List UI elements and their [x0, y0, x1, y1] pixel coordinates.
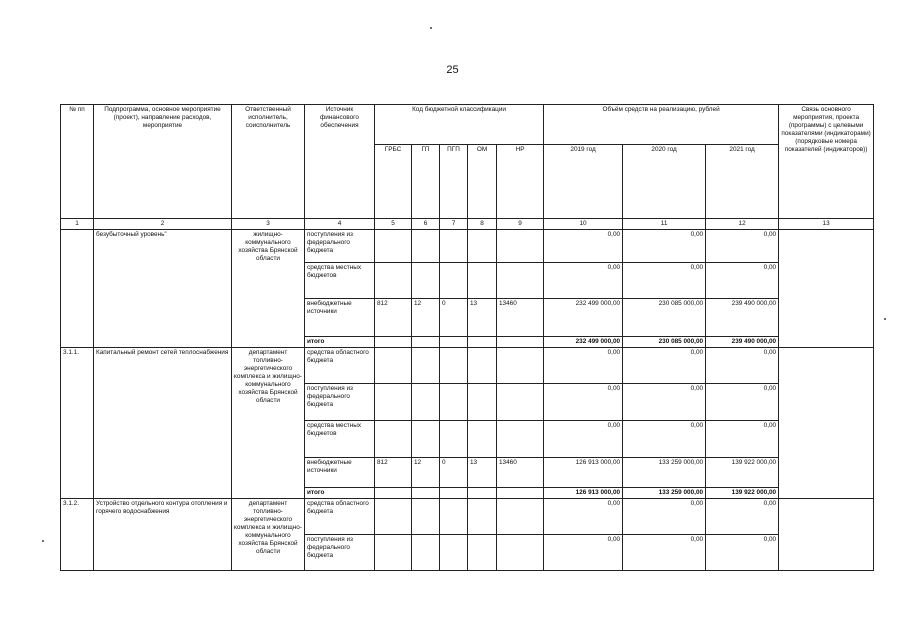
value-2021: 139 922 000,00 — [706, 458, 779, 488]
code-pgp: 0 — [440, 299, 468, 337]
header-2020: 2020 год — [623, 145, 706, 219]
header-grbs: ГРБС — [375, 145, 412, 219]
value-2020: 0,00 — [623, 384, 706, 421]
row-source: поступления из федерального бюджета — [305, 535, 375, 571]
column-number: 13 — [779, 219, 874, 230]
column-number: 7 — [440, 219, 468, 230]
code-nr: 13460 — [497, 458, 544, 488]
header-program: Подпрограмма, основное мероприятие (проект), направление расходов, мероприятие — [94, 105, 232, 219]
column-numbers-row — [61, 219, 874, 230]
header-row — [61, 105, 874, 145]
value-2019: 0,00 — [544, 230, 623, 263]
value-2020: 133 259 000,00 — [623, 458, 706, 488]
total-2020: 133 259 000,00 — [623, 488, 706, 499]
row-number: 3.1.2. — [61, 499, 94, 571]
column-number: 11 — [623, 219, 706, 230]
row-number: 3.1.1. — [61, 348, 94, 499]
value-2020: 0,00 — [623, 230, 706, 263]
page-number: 25 — [446, 64, 459, 76]
value-2021: 0,00 — [706, 384, 779, 421]
column-number: 12 — [706, 219, 779, 230]
row-source: поступления из федерального бюджета — [305, 230, 375, 263]
row-executor: департамент топливно-энергетического комплекса и жилищно-коммунального хозяйства Брянской области — [232, 348, 305, 499]
header-pgp: ПГП — [440, 145, 468, 219]
row-source: средства областного бюджета — [305, 348, 375, 384]
code-grbs: 812 — [375, 299, 412, 337]
scan-speck — [884, 318, 886, 320]
header-number: № пп — [61, 105, 94, 219]
header-budget-code: Код бюджетной классификации — [375, 105, 544, 145]
row-source: средства местных бюджетов — [305, 421, 375, 458]
column-number: 1 — [61, 219, 94, 230]
header-gp: ГП — [412, 145, 440, 219]
row-source: внебюджетные источники — [305, 458, 375, 488]
table-row — [61, 499, 874, 535]
code-gp: 12 — [412, 458, 440, 488]
row-indicators — [779, 348, 874, 499]
header-executor: Ответственный исполнитель, соисполнитель — [232, 105, 305, 219]
value-2020: 0,00 — [623, 421, 706, 458]
header-source: Источник финансового обеспечения — [305, 105, 375, 219]
column-number: 3 — [232, 219, 305, 230]
code-nr: 13460 — [497, 299, 544, 337]
header-om: ОМ — [468, 145, 497, 219]
row-measure-name: Капитальный ремонт сетей теплоснабжения — [94, 348, 232, 499]
scan-speck — [42, 540, 44, 542]
value-2021: 0,00 — [706, 535, 779, 571]
value-2021: 0,00 — [706, 348, 779, 384]
column-number: 10 — [544, 219, 623, 230]
header-2019: 2019 год — [544, 145, 623, 219]
column-number: 6 — [412, 219, 440, 230]
value-2019: 0,00 — [544, 499, 623, 535]
value-2020: 0,00 — [623, 535, 706, 571]
table-row — [61, 348, 874, 384]
value-2021: 0,00 — [706, 499, 779, 535]
row-source: средства областного бюджета — [305, 499, 375, 535]
total-2020: 230 085 000,00 — [623, 337, 706, 348]
code-grbs: 812 — [375, 458, 412, 488]
code-om: 13 — [468, 458, 497, 488]
row-executor: жилищно-коммунального хозяйства Брянской области — [232, 230, 305, 348]
column-number: 8 — [468, 219, 497, 230]
row-source: средства местных бюджетов — [305, 263, 375, 299]
row-source: внебюджетные источники — [305, 299, 375, 337]
total-label: итого — [305, 337, 375, 348]
code-om: 13 — [468, 299, 497, 337]
column-number: 4 — [305, 219, 375, 230]
value-2021: 0,00 — [706, 421, 779, 458]
code-gp: 12 — [412, 299, 440, 337]
row-indicators — [779, 230, 874, 348]
column-number: 9 — [497, 219, 544, 230]
value-2019: 126 913 000,00 — [544, 458, 623, 488]
row-executor: департамент топливно-энергетического комплекса и жилищно-коммунального хозяйства Брянской области — [232, 499, 305, 571]
header-nr: НР — [497, 145, 544, 219]
total-2021: 139 922 000,00 — [706, 488, 779, 499]
header-indicators: Связь основного мероприятия, проекта (программы) с целевыми показателями (индикаторами) (порядковые номера показателей (индикаторов)) — [779, 105, 874, 219]
row-indicators — [779, 499, 874, 571]
column-number: 5 — [375, 219, 412, 230]
value-2019: 0,00 — [544, 421, 623, 458]
column-number: 2 — [94, 219, 232, 230]
value-2021: 0,00 — [706, 230, 779, 263]
value-2019: 0,00 — [544, 348, 623, 384]
row-measure-name: безубыточный уровень" — [94, 230, 232, 348]
budget-table — [60, 104, 874, 571]
value-2020: 0,00 — [623, 263, 706, 299]
code-pgp: 0 — [440, 458, 468, 488]
total-label: итого — [305, 488, 375, 499]
row-number — [61, 230, 94, 348]
header-2021: 2021 год — [706, 145, 779, 219]
value-2021: 239 490 000,00 — [706, 299, 779, 337]
value-2020: 0,00 — [623, 499, 706, 535]
total-2019: 232 499 000,00 — [544, 337, 623, 348]
total-2019: 126 913 000,00 — [544, 488, 623, 499]
total-2021: 239 490 000,00 — [706, 337, 779, 348]
value-2020: 0,00 — [623, 348, 706, 384]
value-2019: 0,00 — [544, 384, 623, 421]
scan-speck — [430, 27, 432, 29]
value-2020: 230 085 000,00 — [623, 299, 706, 337]
value-2019: 232 499 000,00 — [544, 299, 623, 337]
value-2019: 0,00 — [544, 535, 623, 571]
value-2019: 0,00 — [544, 263, 623, 299]
header-amounts: Объём средств на реализацию, рублей — [544, 105, 779, 145]
table-row — [61, 230, 874, 263]
value-2021: 0,00 — [706, 263, 779, 299]
row-measure-name: Устройство отдельного контура отопления и горячего водоснабжения — [94, 499, 232, 571]
row-source: поступления из федерального бюджета — [305, 384, 375, 421]
